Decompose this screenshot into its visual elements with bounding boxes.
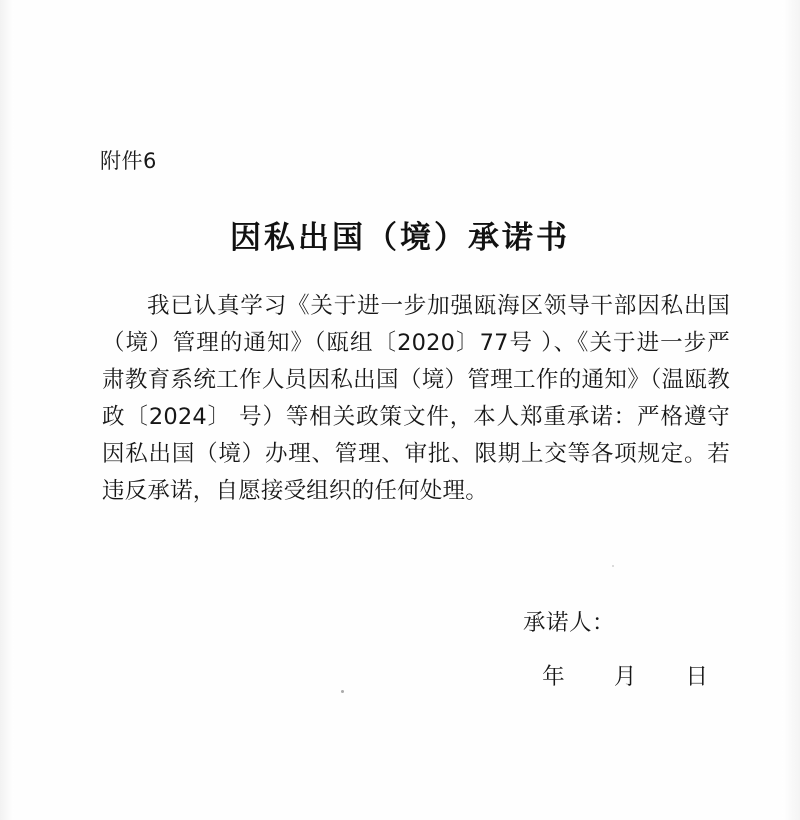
document-body [102,288,730,510]
page-title: 因私出国（境）承诺书 [230,220,570,256]
date-line [0,659,800,691]
date-year-label: 年 [542,664,565,690]
date-day-label: 日 [685,664,708,690]
signature-block [0,605,800,691]
attachment-label: 附件6 [100,149,157,173]
body-paragraph: 我已认真学习《关于进一步加强瓯海区领导干部因私出国（境）管理的通知》（瓯组〔2020〕77号 ）、《关于进一步严肃教育系统工作人员因私出国（境）管理工作的通知》（温瓯教政〔2024〕 号）等相关政策文件，本人郑重承诺：严格遵守因私出国（境）办理、管理、审批、限期上交等各项规定。若违反承诺，自愿接受组织的任何处理。 [102,293,730,504]
scan-speck [612,565,614,567]
scan-speck [341,690,344,693]
date-month-label: 月 [613,664,637,690]
signer-label: 承诺人： [522,610,615,636]
